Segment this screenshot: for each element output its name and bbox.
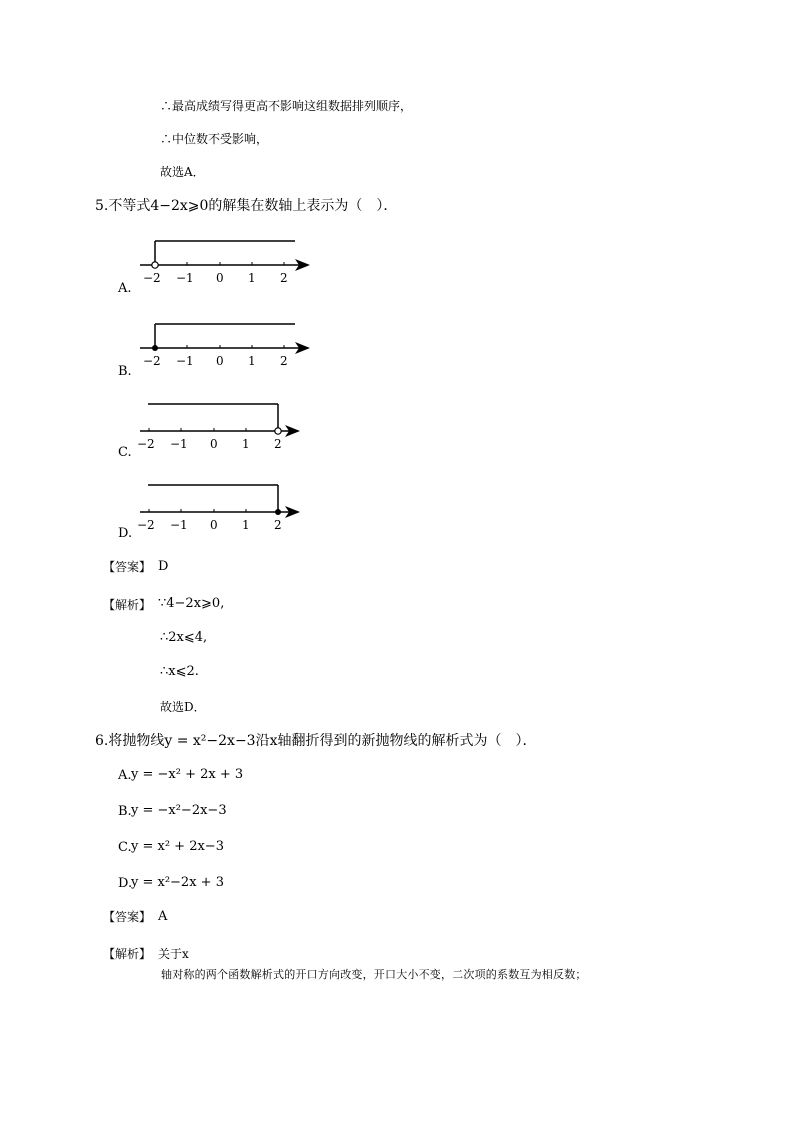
tick-label: −1: [176, 271, 194, 285]
tick-label: 1: [242, 437, 250, 451]
option-d-number-line: [135, 482, 310, 530]
tick-label: 0: [210, 437, 218, 451]
tick-label: 2: [280, 354, 288, 368]
option-d-text[interactable]: y = x²−2x + 3: [131, 875, 224, 890]
question-5-analysis-tag: 【解析】: [103, 598, 152, 612]
question-5-answer: D: [158, 559, 169, 574]
tick-label: −1: [170, 518, 188, 532]
tick-label: 2: [280, 271, 288, 285]
tick-label: 0: [210, 518, 218, 532]
tick-label: −1: [176, 354, 194, 368]
option-a-label[interactable]: A.: [118, 768, 132, 783]
option-b-text[interactable]: y = −x²−2x−3: [131, 803, 227, 818]
tick-label: 1: [242, 518, 250, 532]
tick-label: −2: [137, 437, 155, 451]
option-c-label[interactable]: C.: [118, 445, 132, 460]
option-c-label[interactable]: C.: [118, 840, 132, 855]
prev-solution-line-2: ∴中位数不受影响，: [160, 132, 269, 146]
option-c-text[interactable]: y = x² + 2x−3: [131, 839, 224, 854]
tick-label: 0: [216, 271, 224, 285]
tick-label: 2: [274, 518, 282, 532]
question-5-analysis-line: ∵4−2x⩾0,: [158, 596, 225, 611]
tick-label: 1: [248, 271, 256, 285]
option-d-label[interactable]: D.: [118, 876, 133, 891]
option-b-label[interactable]: B.: [118, 364, 132, 379]
tick-label: 0: [216, 354, 224, 368]
question-6-answer-tag: 【答案】: [103, 910, 152, 924]
option-d-label[interactable]: D.: [118, 526, 133, 541]
tick-label: 1: [248, 354, 256, 368]
tick-label: 2: [274, 437, 282, 451]
question-5-analysis-line: ∴2x⩽4,: [160, 630, 208, 645]
question-6-answer: A: [158, 909, 168, 924]
question-6-analysis-tag: 【解析】: [103, 947, 152, 961]
option-a-label[interactable]: A.: [118, 281, 132, 296]
option-b-number-line: [140, 321, 315, 369]
option-c-number-line: [135, 401, 310, 449]
option-a-text[interactable]: y = −x² + 2x + 3: [131, 767, 244, 782]
question-6-stem: 6.将抛物线y = x²−2x−3沿x轴翻折得到的新抛物线的解析式为（ ）．: [95, 733, 537, 749]
question-6-analysis-head: 关于x: [158, 947, 189, 961]
option-b-label[interactable]: B.: [118, 804, 132, 819]
tick-label: −2: [143, 354, 161, 368]
question-6-analysis-line: 轴对称的两个函数解析式的开口方向改变，开口大小不变，二次项的系数互为相反数；: [161, 968, 587, 981]
prev-solution-line-1: ∴最高成绩写得更高不影响这组数据排列顺序，: [160, 99, 413, 113]
question-5-answer-tag: 【答案】: [103, 560, 152, 574]
tick-label: −1: [170, 437, 188, 451]
option-a-number-line: [140, 238, 315, 286]
tick-label: −2: [143, 271, 161, 285]
tick-label: −2: [137, 518, 155, 532]
prev-solution-line-3: 故选A．: [160, 165, 205, 179]
question-5-analysis-line: 故选D．: [160, 700, 206, 714]
question-5-analysis-line: ∴x⩽2.: [160, 664, 199, 679]
question-5-stem: 5.不等式4−2x⩾0的解集在数轴上表示为（ ）．: [95, 198, 398, 214]
